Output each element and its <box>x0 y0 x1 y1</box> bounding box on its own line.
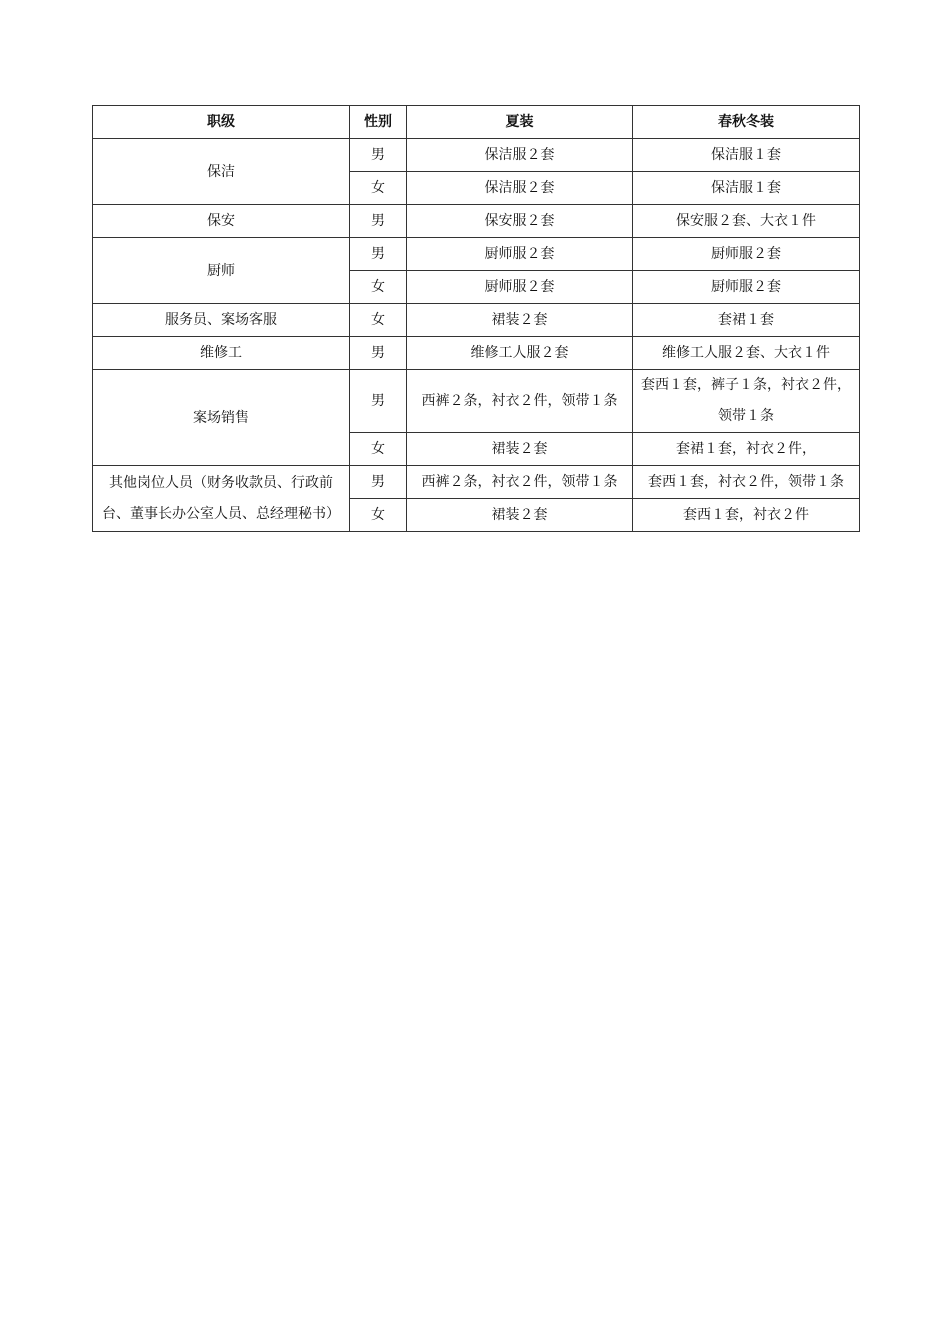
table-row <box>93 139 860 172</box>
table-row <box>93 370 860 433</box>
header-summer: 夏装 <box>407 106 633 139</box>
rank-cell: 案场销售 <box>93 370 350 466</box>
gender-cell: 男 <box>350 337 407 370</box>
gender-cell: 女 <box>350 499 407 532</box>
rank-cell: 其他岗位人员（财务收款员、行政前台、董事长办公室人员、总经理秘书） <box>93 466 350 532</box>
gender-cell: 男 <box>350 238 407 271</box>
header-winter: 春秋冬装 <box>633 106 860 139</box>
rank-cell: 保安 <box>93 205 350 238</box>
header-gender: 性别 <box>350 106 407 139</box>
gender-cell: 男 <box>350 466 407 499</box>
winter-cell: 保洁服１套 <box>633 172 860 205</box>
gender-cell: 女 <box>350 304 407 337</box>
summer-cell: 维修工人服２套 <box>407 337 633 370</box>
gender-cell: 男 <box>350 205 407 238</box>
gender-cell: 女 <box>350 172 407 205</box>
rank-cell: 维修工 <box>93 337 350 370</box>
rank-cell: 保洁 <box>93 139 350 205</box>
rank-cell: 服务员、案场客服 <box>93 304 350 337</box>
summer-cell: 裙装２套 <box>407 304 633 337</box>
summer-cell: 西裤２条，衬衣２件，领带１条 <box>407 466 633 499</box>
winter-cell: 套西１套，裤子１条，衬衣２件，领带１条 <box>633 370 860 433</box>
winter-cell: 厨师服２套 <box>633 238 860 271</box>
winter-cell: 保安服２套、大衣１件 <box>633 205 860 238</box>
summer-cell: 西裤２条，衬衣２件，领带１条 <box>407 370 633 433</box>
summer-cell: 保安服２套 <box>407 205 633 238</box>
summer-cell: 保洁服２套 <box>407 172 633 205</box>
uniform-allocation-table <box>92 105 860 532</box>
table-header-row <box>93 106 860 139</box>
summer-cell: 厨师服２套 <box>407 271 633 304</box>
gender-cell: 男 <box>350 139 407 172</box>
table-row <box>93 238 860 271</box>
header-rank: 职级 <box>93 106 350 139</box>
winter-cell: 保洁服１套 <box>633 139 860 172</box>
gender-cell: 男 <box>350 370 407 433</box>
summer-cell: 保洁服２套 <box>407 139 633 172</box>
table-row <box>93 205 860 238</box>
gender-cell: 女 <box>350 433 407 466</box>
table-row <box>93 304 860 337</box>
gender-cell: 女 <box>350 271 407 304</box>
winter-cell: 套西１套，衬衣２件，领带１条 <box>633 466 860 499</box>
winter-cell: 套西１套，衬衣２件 <box>633 499 860 532</box>
summer-cell: 裙装２套 <box>407 499 633 532</box>
summer-cell: 厨师服２套 <box>407 238 633 271</box>
winter-cell: 套裙１套 <box>633 304 860 337</box>
table-row <box>93 466 860 499</box>
table-row <box>93 337 860 370</box>
winter-cell: 厨师服２套 <box>633 271 860 304</box>
winter-cell: 套裙１套，衬衣２件， <box>633 433 860 466</box>
winter-cell: 维修工人服２套、大衣１件 <box>633 337 860 370</box>
rank-cell: 厨师 <box>93 238 350 304</box>
summer-cell: 裙装２套 <box>407 433 633 466</box>
